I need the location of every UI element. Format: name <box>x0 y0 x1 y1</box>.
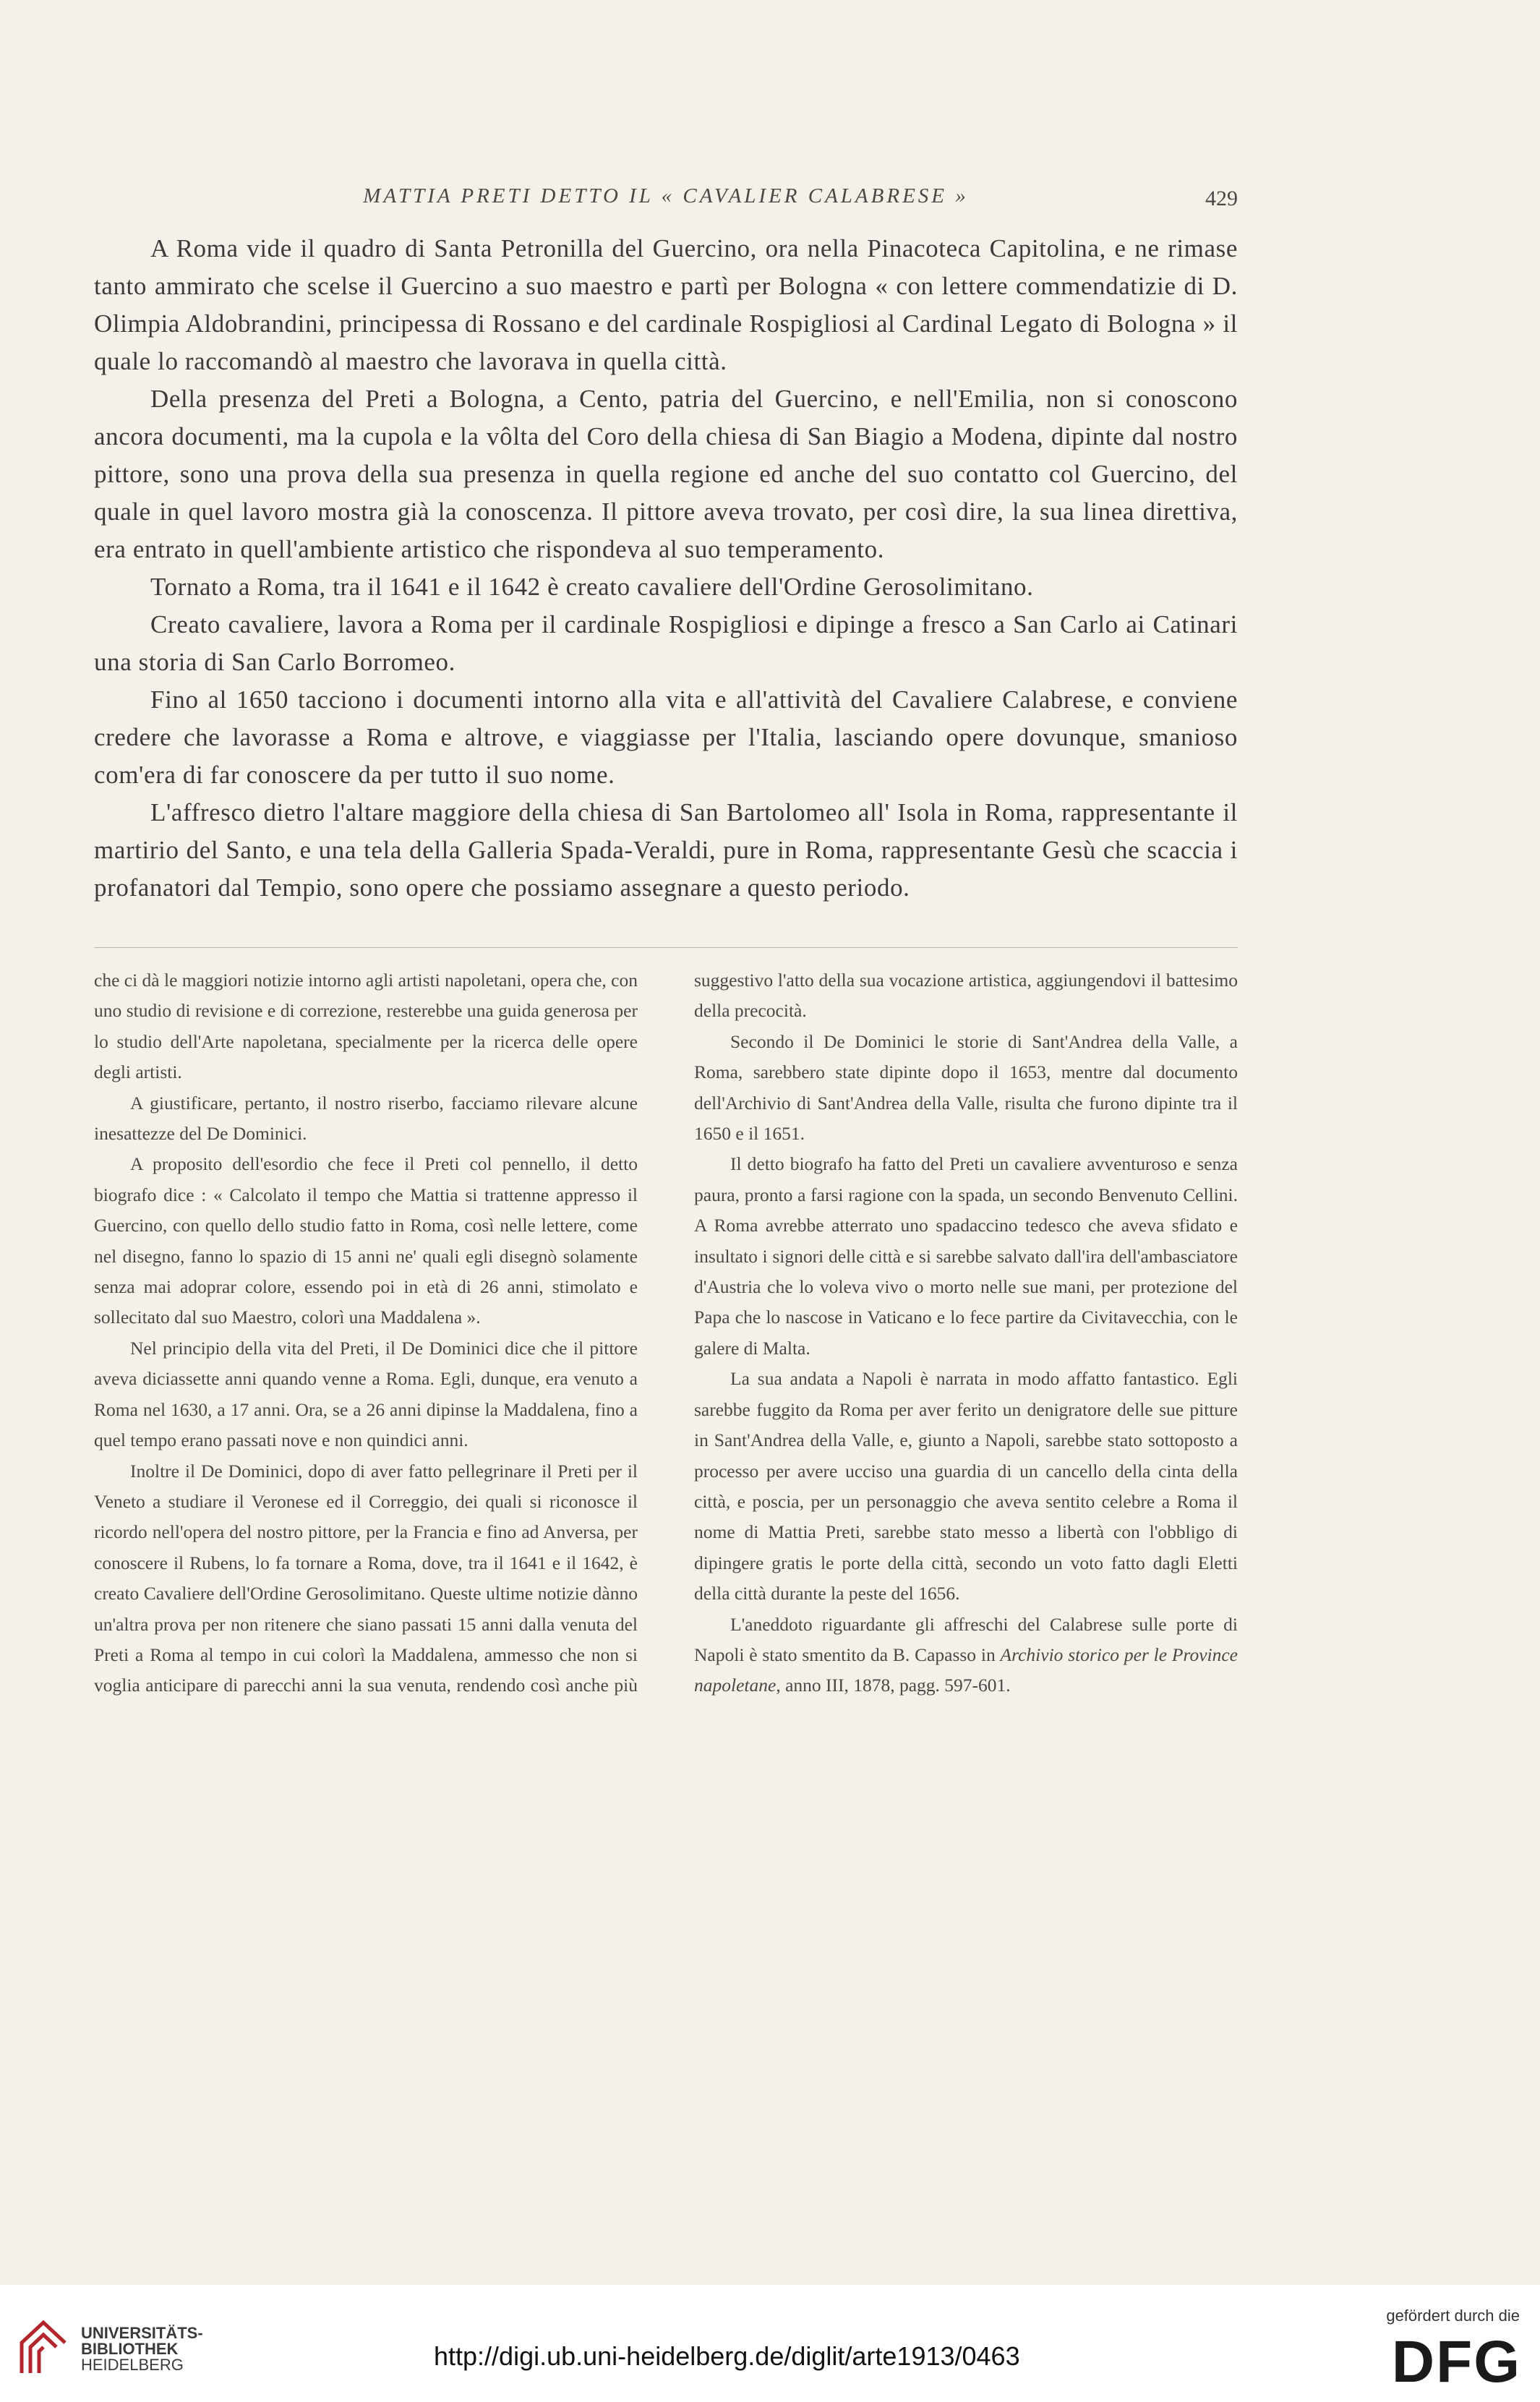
paragraph: Creato cavaliere, lavora a Roma per il cardinale Rospigliosi e dipinge a fresco a San Carlo ai Catinari una storia di San Carlo Borromeo. <box>94 610 1238 676</box>
paragraph: A Roma vide il quadro di Santa Petronilla del Guercino, ora nella Pinacoteca Capitolina, e ne rimase tanto ammirato che scelse il Guercino a suo maestro e partì per Bologna « con lettere commendatizie di D. Olimpia Aldobrandini, principessa di Rossano e del cardinale Rospigliosi al Cardinal Legato di Bologna » il quale lo raccomandò al maestro che lavorava in quella città. <box>94 234 1238 375</box>
page-number: 429 <box>1205 187 1238 210</box>
running-title: MATTIA PRETI DETTO IL « CAVALIER CALABRESE » <box>363 184 969 208</box>
footnote-paragraph: La sua andata a Napoli è narrata in modo affatto fantastico. Egli sarebbe fuggito da Roma per aver ferito un denigratore delle sue pitture in Sant'Andrea della Valle, e, giunto a Napoli, sarebbe stato sottoposto a processo per avere ucciso una guardia di un cancello della cinta della città, e poscia, per un personaggio che aveva sentito celebre a Roma il nome di Mattia Preti, sarebbe stato messo a libertà con l'obbligo di dipingere gratis le porte della città, secondo un voto fatto dagli Eletti della città durante la peste del 1656. <box>694 1368 1238 1604</box>
sponsor-label: gefördert durch die <box>1386 2307 1520 2325</box>
footnote-paragraph: Secondo il De Dominici le storie di Sant'Andrea della Valle, a Roma, sarebbero state dipinte dopo il 1653, mentre dal documento dell'Archivio di Sant'Andrea della Valle, risulta che furono dipinte tra il 1650 e il 1651. <box>694 1030 1238 1145</box>
footnote-paragraph: A proposito dell'esordio che fece il Preti col pennello, il detto biografo dice : « Calcolato il tempo che Mattia si trattenne appresso il Guercino, con quello dello studio fatto in Roma, così nelle lettere, come nel disegno, fanno lo spazio di 15 anni ne' quali egli disegnò solamente senza mai adoprar colore, essendo poi in età di 26 anni, stimolato e sollecitato dal suo Maestro, colorì una Maddalena ». <box>94 1153 638 1328</box>
paragraph: Fino al 1650 tacciono i documenti intorno alla vita e all'attività del Cavaliere Calabrese, e conviene credere che lavorasse a Roma e altrove, e viaggiasse per l'Italia, lasciando opere dovunque, smanioso com'era di far conoscere da per tutto il suo nome. <box>94 685 1238 789</box>
library-name-line: BIBLIOTHEK <box>81 2340 179 2358</box>
dfg-logo-icon: DFG <box>1391 2329 1521 2395</box>
university-library-logo-icon <box>16 2315 71 2380</box>
footnote-text: , anno III, 1878, pagg. 597-601. <box>776 1675 1011 1696</box>
footnote-paragraph: Il detto biografo ha fatto del Preti un cavaliere avventuroso e senza paura, pronto a farsi ragione con la spada, un secondo Benvenuto Cellini. A Roma avrebbe atterrato uno spadaccino tedesco che aveva sfidato e insultato i signori delle città e si sarebbe salvato dall'ira dell'ambasciatore d'Austria che lo voleva vivo o morto nelle sue mani, per protezione del Papa che lo nascose in Vaticano e lo fece partire da Civitavecchia, con le galere di Malta. <box>694 1153 1238 1359</box>
source-url-link[interactable]: http://digi.ub.uni-heidelberg.de/diglit/arte1913/0463 <box>434 2341 1020 2371</box>
footnotes <box>94 965 1238 1701</box>
footnote-paragraph: A giustificare, pertanto, il nostro riserbo, facciamo rilevare alcune inesattezze del De Dominici. <box>94 1092 638 1145</box>
main-text <box>94 230 1238 907</box>
footnote-paragraph-last <box>694 1610 1238 1701</box>
footnote-paragraph: che ci dà le maggiori notizie intorno agli artisti napoletani, opera che, con uno studio di revisione e di correzione, resterebbe una guida generosa per lo studio dell'Arte napoletana, specialmente per la ricerca delle opere degli artisti. <box>94 970 638 1083</box>
footnote-paragraph: Nel principio della vita del Preti, il De Dominici dice che il pittore aveva diciassette anni quando venne a Roma. Egli, dunque, era venuto a Roma nel 1630, a 17 anni. Ora, se a 26 anni dipinse la Maddalena, fino a quel tempo erano passati nove e non quindici anni. <box>94 1337 638 1451</box>
footnote-paragraph: Inoltre il De Dominici, dopo di aver fatto pellegrinare il Preti per il Veneto a studiare il Veronese ed il Correggio, dei quali si riconosce il ricordo nell'opera del nostro pittore, per la Francia e fino ad Anversa, per conoscere il Rubens, lo fa tornare a Roma, dove, tra il 1641 e il 1642, è creato Cavaliere dell'Ordine Gerosolimitano. Queste ultime notizie dànno un'altra prova per non ritenere che siano passati 15 anni dalla venuta del Preti a Roma al tempo in cui colorì la Maddalena, ammesso che non si voglia anticipare di parecchi anni la sua venuta, rendendo così anche più suggestivo l'atto della sua vocazione artistica, aggiungendovi il battesimo della precocità. <box>94 970 1238 1696</box>
paragraph: Tornato a Roma, tra il 1641 e il 1642 è creato cavaliere dell'Ordine Gerosolimitano. <box>150 573 1034 601</box>
digitization-footer <box>0 2285 1540 2402</box>
library-name <box>81 2325 203 2373</box>
paragraph: L'affresco dietro l'altare maggiore della chiesa di San Bartolomeo all' Isola in Roma, rappresentante il martirio del Santo, e una tela della Galleria Spada-Veraldi, pure in Roma, rappresentante Gesù che scaccia i profanatori dal Tempio, sono opere che possiamo assegnare a questo periodo. <box>94 798 1238 902</box>
journal-title: Archivio storico per le Province napoletane <box>694 1644 1238 1696</box>
library-name-line: UNIVERSITÄTS- <box>81 2324 203 2342</box>
library-name-line: HEIDELBERG <box>81 2356 184 2374</box>
footnote-text: L'aneddoto riguardante gli affreschi del Calabrese sulle porte di Napoli è stato smentito da B. Capasso in <box>694 1613 1238 1665</box>
paragraph: Della presenza del Preti a Bologna, a Cento, patria del Guercino, e nell'Emilia, non si conoscono ancora documenti, ma la cupola e la vôlta del Coro della chiesa di San Biagio a Modena, dipinte dal nostro pittore, sono una prova della sua presenza in quella regione ed anche del suo contatto col Guercino, del quale in quel lavoro mostra già la conoscenza. Il pittore aveva trovato, per così dire, la sua linea direttiva, era entrato in quell'ambiente artistico che rispondeva al suo temperamento. <box>94 385 1238 563</box>
footnote-divider <box>94 947 1238 948</box>
